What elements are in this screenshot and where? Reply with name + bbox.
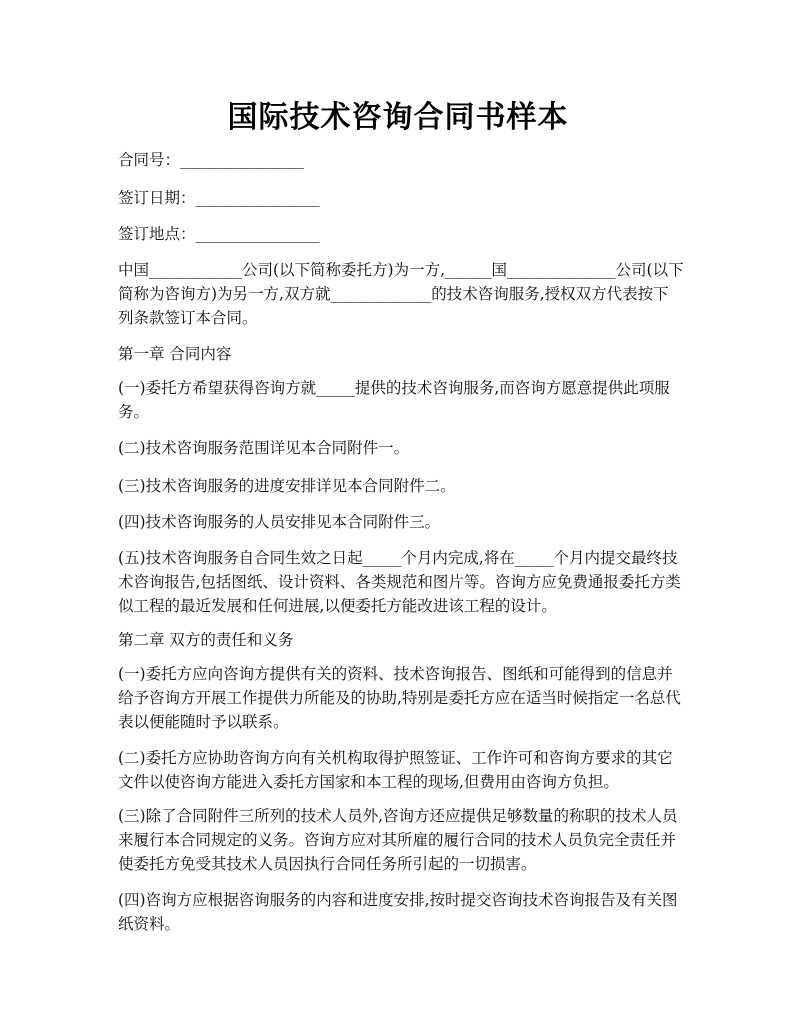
- chapter-1-heading: 第一章 合同内容: [118, 345, 232, 363]
- chapter-1-clause-3: (三)技术咨询服务的进度安排详见本合同附件二。: [118, 477, 456, 495]
- chapter-1-clause-1: (一)委托方希望获得咨询方就_____提供的技术咨询服务,而咨询方愿意提供此项服务。: [118, 379, 670, 421]
- chapter-1-clause-2: (二)技术咨询服务范围详见本合同附件一。: [118, 439, 410, 457]
- chapter-2-heading: 第二章 双方的责任和义务: [118, 631, 294, 649]
- chapter-2-clause-1: (一)委托方应向咨询方提供有关的资料、技术咨询报告、图纸和可能得到的信息并给予咨询方开展工作提供力所能及的协助,特别是委托方应在适当时候指定一名总代表以便能随时予以联系。: [118, 665, 681, 731]
- sign-place-line: 签订地点：________________: [118, 225, 320, 243]
- chapter-2-clause-2: (二)委托方应协助咨询方向有关机构取得护照签证、工作许可和咨询方要求的其它文件以使咨询方能进入委托方国家和本工程的现场,但费用由咨询方负担。: [118, 749, 673, 791]
- contract-number-line: 合同号：________________: [118, 151, 305, 169]
- chapter-1-clause-5: (五)技术咨询服务自合同生效之日起_____个月内完成,将在_____个月内提交最终技术咨询报告,包括图纸、设计资料、各类规范和图片等。咨询方应免费通报委托方类似工程的最近发展和任何进展,以便委托方能改进该工程的设计。: [118, 549, 681, 615]
- chapter-2-clause-4: (四)咨询方应根据咨询服务的内容和进度安排,按时提交咨询技术咨询报告及有关图纸资料。: [118, 891, 678, 933]
- chapter-1-clause-4: (四)技术咨询服务的人员安排见本合同附件三。: [118, 513, 441, 531]
- page-title: 国际技术咨询合同书样本: [227, 100, 569, 135]
- chapter-2-clause-3: (三)除了合同附件三所列的技术人员外,咨询方还应提供足够数量的称职的技术人员来履行本合同规定的义务。咨询方应对其所雇的履行合同的技术人员负完全责任并使委托方免受其技术人员因执行合同任务所引起的一切损害。: [118, 807, 678, 873]
- intro-paragraph: 中国____________公司(以下简称委托方)为一方,______国______________公司(以下简称为咨询方)为另一方,双方就_____________的技术咨询服务,授权双方代表按下列条款签订本合同。: [118, 261, 684, 327]
- sign-date-line: 签订日期：________________: [118, 189, 320, 207]
